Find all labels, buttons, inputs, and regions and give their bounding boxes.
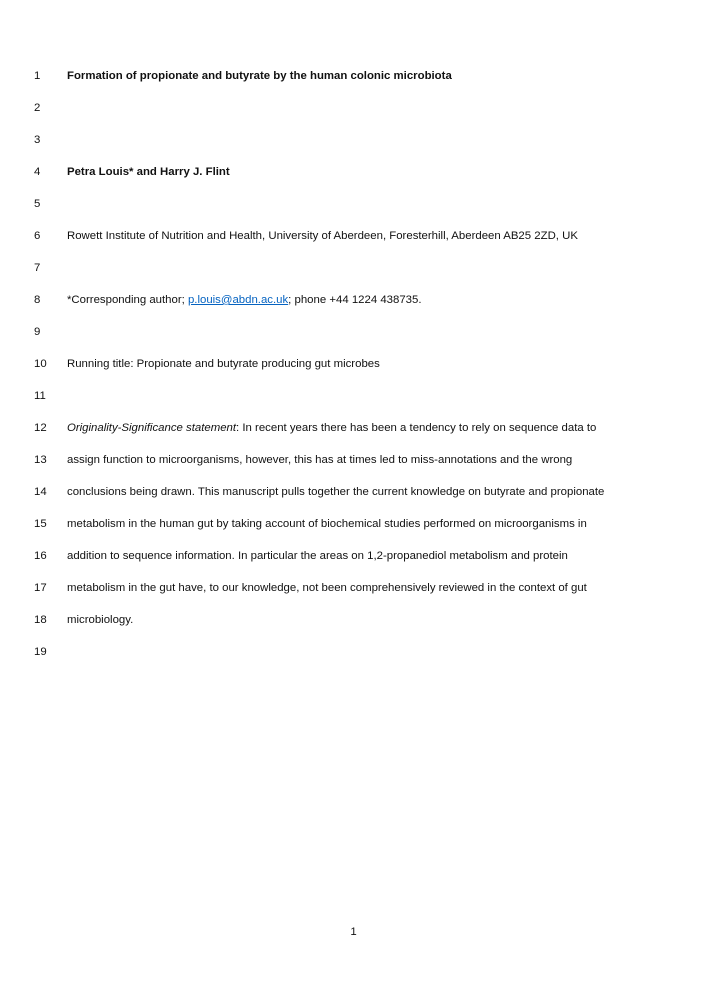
line-number: 5 (34, 198, 41, 210)
text-segment: Formation of propionate and butyrate by the human colonic microbiota (67, 70, 452, 82)
line-text (67, 515, 587, 533)
text-segment: *Corresponding author; (67, 294, 188, 306)
text-segment: assign function to microorganisms, however, this has at times led to miss-annotations and the wrong (67, 454, 573, 466)
line-number: 8 (34, 294, 41, 306)
text-segment: ; phone +44 1224 438735. (288, 294, 422, 306)
line-text (67, 451, 572, 469)
text-segment: addition to sequence information. In particular the areas on 1,2-propanediol metabolism and protein (67, 550, 568, 562)
line-text (67, 547, 568, 565)
line-number: 14 (34, 486, 47, 498)
text-segment: metabolism in the human gut by taking account of biochemical studies performed on microorganisms in (67, 518, 587, 530)
line-text (67, 163, 230, 181)
line-number: 19 (34, 646, 47, 658)
line-number: 6 (34, 230, 41, 242)
text-segment: metabolism in the gut have, to our knowledge, not been comprehensively reviewed in the context of gut (67, 582, 587, 594)
text-segment: Running title: Propionate and butyrate producing gut microbes (67, 358, 380, 370)
line-text (67, 355, 380, 373)
line-number: 13 (34, 454, 47, 466)
line-number: 11 (34, 390, 46, 402)
text-segment: Originality-Significance statement (67, 422, 237, 434)
line-text (67, 291, 422, 309)
line-text (67, 483, 604, 501)
line-text (67, 611, 133, 629)
text-segment: : In recent years there has been a tendency to rely on sequence data to (236, 422, 597, 434)
line-number: 7 (34, 262, 41, 274)
line-number: 2 (34, 102, 41, 114)
line-number: 17 (34, 582, 47, 594)
text-segment: microbiology. (67, 614, 134, 626)
line-number: 16 (34, 550, 47, 562)
line-number: 4 (34, 166, 41, 178)
line-text (67, 419, 596, 437)
text-segment: Rowett Institute of Nutrition and Health, University of Aberdeen, Foresterhill, Aberdeen AB25 2ZD, UK (67, 230, 578, 242)
line-text (67, 227, 578, 245)
line-number: 10 (34, 358, 47, 370)
page-number: 1 (350, 926, 357, 938)
line-text (67, 67, 452, 85)
line-number: 1 (34, 70, 41, 82)
line-number: 12 (34, 422, 47, 434)
line-number: 18 (34, 614, 47, 626)
line-number: 3 (34, 134, 41, 146)
email-link[interactable]: p.louis@abdn.ac.uk (187, 294, 289, 306)
text-segment: Petra Louis* and Harry J. Flint (67, 166, 230, 178)
line-number: 15 (34, 518, 47, 530)
line-text (67, 579, 587, 597)
line-number: 9 (34, 326, 41, 338)
text-segment: conclusions being drawn. This manuscript pulls together the current knowledge on butyrate and propionate (67, 486, 605, 498)
